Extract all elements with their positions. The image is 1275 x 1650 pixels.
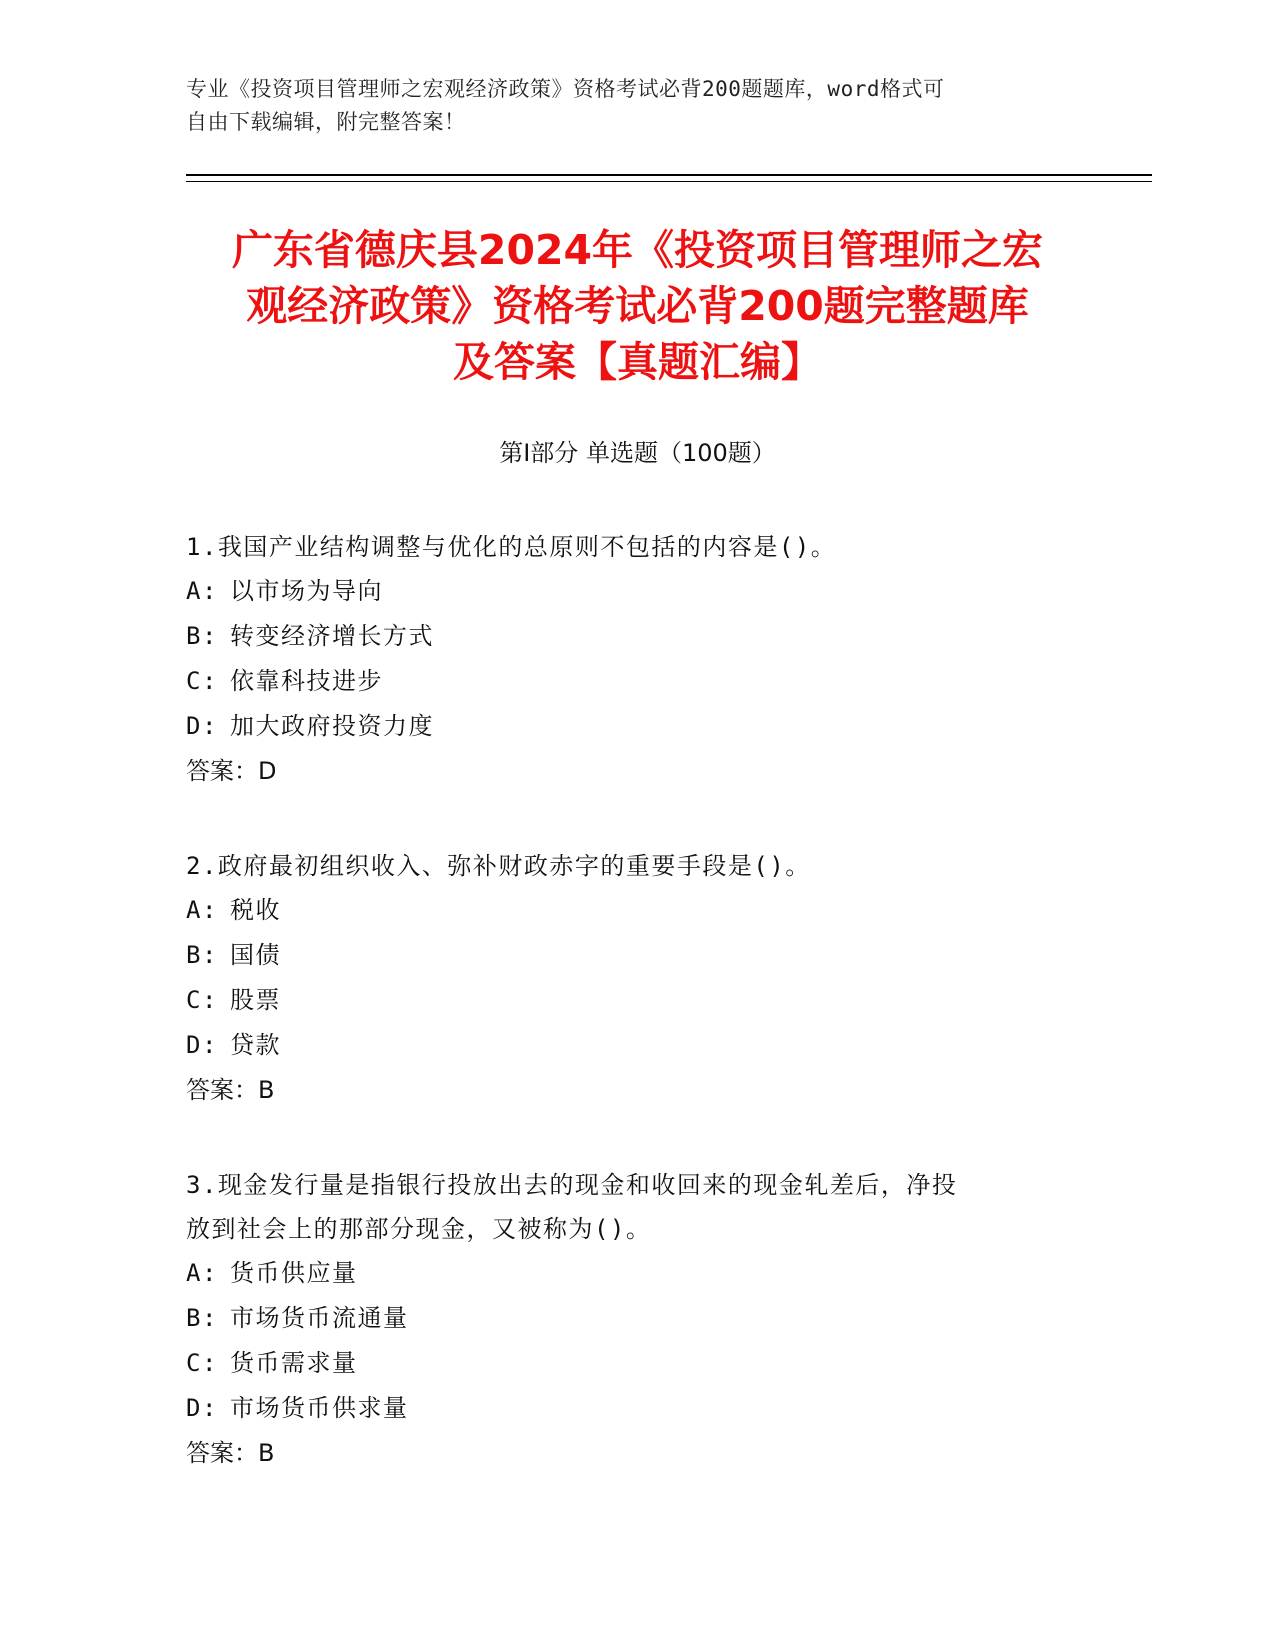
question-item: [186, 844, 1066, 1113]
option-label: B:: [186, 1304, 218, 1332]
option-text: 税收: [230, 896, 281, 924]
option-a: [186, 1251, 1066, 1296]
question-stem: [186, 525, 1066, 569]
header-note-line: 专业《投资项目管理师之宏观经济政策》资格考试必背200题题库，word格式可: [186, 77, 945, 101]
question-item: [186, 1163, 1066, 1476]
option-label: D:: [186, 1031, 218, 1059]
option-label: C:: [186, 1349, 218, 1377]
option-a: [186, 888, 1066, 933]
section-heading: 第I部分 单选题（100题）: [499, 439, 776, 467]
question-stem: [186, 844, 1066, 888]
option-label: A:: [186, 577, 218, 605]
option-a: [186, 569, 1066, 614]
option-text: 以市场为导向: [230, 577, 383, 605]
question-stem-line: 3.现金发行量是指银行投放出去的现金和收回来的现金轧差后，净投: [186, 1171, 958, 1199]
option-text: 贷款: [230, 1031, 281, 1059]
answer-line: 答案：B: [186, 1076, 275, 1104]
header-note-line: 自由下载编辑，附完整答案！: [186, 110, 466, 134]
document-title: [150, 222, 1125, 390]
title-line: 及答案【真题汇编】: [453, 338, 822, 386]
option-d: [186, 1386, 1066, 1431]
header-divider-thin: [186, 181, 1152, 182]
option-b: [186, 614, 1066, 659]
option-c: [186, 978, 1066, 1023]
option-text: 转变经济增长方式: [230, 622, 434, 650]
option-b: [186, 933, 1066, 978]
option-text: 市场货币供求量: [230, 1394, 409, 1422]
answer-line: 答案：B: [186, 1439, 275, 1467]
option-label: B:: [186, 941, 218, 969]
option-text: 货币供应量: [230, 1259, 358, 1287]
option-b: [186, 1296, 1066, 1341]
title-line: 观经济政策》资格考试必背200题完整题库: [246, 282, 1029, 330]
header-divider-thick: [186, 174, 1152, 176]
option-text: 加大政府投资力度: [230, 712, 434, 740]
option-label: B:: [186, 622, 218, 650]
option-text: 依靠科技进步: [230, 667, 383, 695]
option-label: D:: [186, 1394, 218, 1422]
option-d: [186, 1023, 1066, 1068]
option-d: [186, 704, 1066, 749]
question-stem-line: 1.我国产业结构调整与优化的总原则不包括的内容是()。: [186, 533, 837, 561]
option-text: 国债: [230, 941, 281, 969]
question-stem-line: 放到社会上的那部分现金，又被称为()。: [186, 1215, 652, 1243]
option-label: C:: [186, 667, 218, 695]
title-line: 广东省德庆县2024年《投资项目管理师之宏: [231, 226, 1044, 274]
option-label: A:: [186, 1259, 218, 1287]
question-stem: [186, 1163, 1066, 1251]
header-note: [186, 73, 1066, 139]
option-text: 市场货币流通量: [230, 1304, 409, 1332]
question-item: [186, 525, 1066, 794]
option-c: [186, 1341, 1066, 1386]
question-stem-line: 2.政府最初组织收入、弥补财政赤字的重要手段是()。: [186, 852, 811, 880]
option-text: 股票: [230, 986, 281, 1014]
answer-line: 答案：D: [186, 757, 277, 785]
option-text: 货币需求量: [230, 1349, 358, 1377]
option-label: D:: [186, 712, 218, 740]
option-label: A:: [186, 896, 218, 924]
option-label: C:: [186, 986, 218, 1014]
option-c: [186, 659, 1066, 704]
